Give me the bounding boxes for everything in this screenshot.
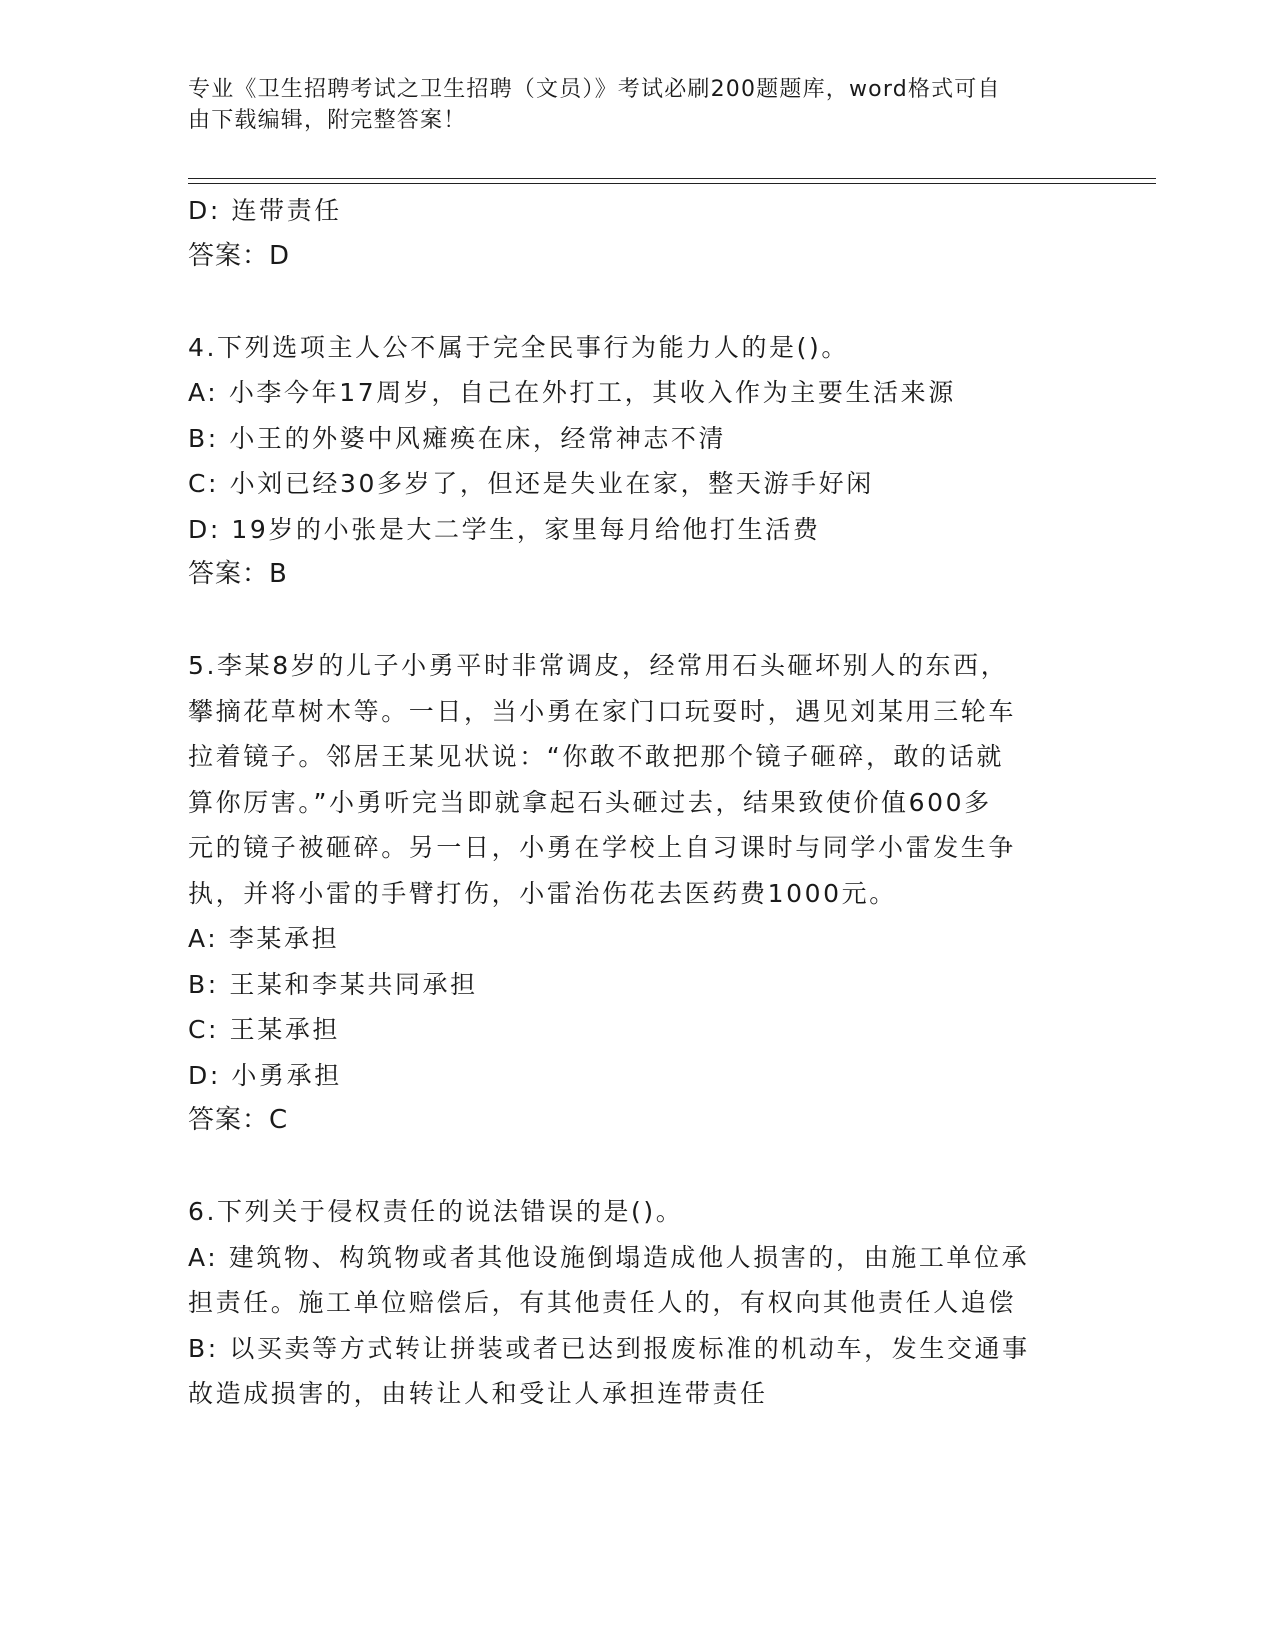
q5-answer: 答案：C (188, 1105, 289, 1135)
page-header (188, 74, 1068, 136)
q5-option-a: A: 李某承担 (188, 924, 340, 953)
q6-option-b-line: 故造成损害的，由转让人和受让人承担连带责任 (188, 1379, 768, 1408)
q5-stem-line: 元的镜子被砸碎。另一日，小勇在学校上自习课时与同学小雷发生争 (188, 833, 1017, 862)
q5-stem-line: 5.李某8岁的儿子小勇平时非常调皮，经常用石头砸坏别人的东西， (188, 651, 1009, 680)
q5-option-d: D: 小勇承担 (188, 1060, 342, 1090)
q4-option-d: D: 19岁的小张是大二学生，家里每月给他打生活费 (188, 514, 821, 544)
q6-option-a-line: 担责任。施工单位赔偿后，有其他责任人的，有权向其他责任人追偿 (188, 1288, 1017, 1317)
q5-stem-line: 执，并将小雷的手臂打伤，小雷治伤花去医药费1000元。 (188, 878, 897, 908)
q6-option-a-line: A: 建筑物、构筑物或者其他设施倒塌造成他人损害的，由施工单位承 (188, 1242, 1030, 1272)
q4-answer: 答案：B (188, 559, 288, 589)
q5-stem-line: 算你厉害。”小勇听完当即就拿起石头砸过去，结果致使价值600多 (188, 787, 992, 817)
q5-option-c: C: 王某承担 (188, 1015, 341, 1044)
q5-stem-line: 拉着镜子。邻居王某见状说：“你敢不敢把那个镜子砸碎，敢的话就 (188, 742, 1004, 771)
header-line-2: 由下载编辑，附完整答案！ (188, 108, 467, 133)
q4-option-c: C: 小刘已经30多岁了，但还是失业在家，整天游手好闲 (188, 469, 874, 498)
document-body (188, 188, 1088, 1417)
header-divider (188, 178, 1156, 184)
spacer (188, 279, 1088, 325)
q5-stem-line: 攀摘花草树木等。一日，当小勇在家门口玩耍时，遇见刘某用三轮车 (188, 696, 1017, 726)
q6-option-b-line: B: 以买卖等方式转让拼装或者已达到报废标准的机动车，发生交通事 (188, 1333, 1030, 1363)
spacer (188, 1144, 1088, 1190)
spacer (188, 598, 1088, 644)
question-5 (188, 643, 1088, 1144)
question-4 (188, 325, 1088, 598)
q3-option-d: D: 连带责任 (188, 196, 342, 225)
q6-stem: 6.下列关于侵权责任的说法错误的是()。 (188, 1197, 684, 1226)
header-line-1: 专业《卫生招聘考试之卫生招聘（文员）》考试必刷200题题库，word格式可自 (188, 77, 1001, 102)
question-3-tail (188, 188, 1088, 279)
q4-option-a: A: 小李今年17周岁，自己在外打工，其收入作为主要生活来源 (188, 378, 956, 407)
q5-option-b: B: 王某和李某共同承担 (188, 969, 478, 999)
q3-answer: 答案：D (188, 240, 291, 271)
q4-stem: 4.下列选项主人公不属于完全民事行为能力人的是()。 (188, 332, 849, 362)
question-6 (188, 1189, 1088, 1417)
q4-option-b: B: 小王的外婆中风瘫痪在床，经常神志不清 (188, 423, 727, 453)
